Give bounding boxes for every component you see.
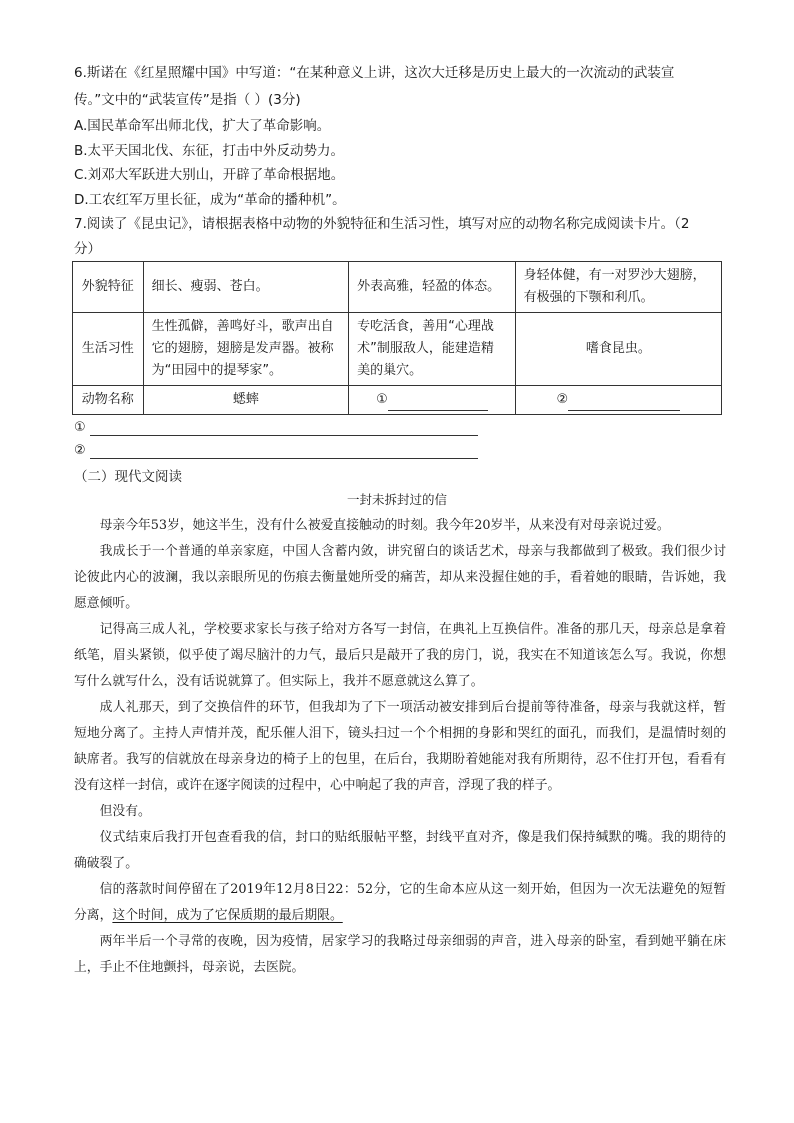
- article-body: [74, 513, 726, 981]
- habit-cell: 嗜食昆虫。: [515, 313, 721, 386]
- answer-blank[interactable]: [568, 396, 680, 411]
- appearance-cell: 身轻体健，有一对罗沙大翅膀，有极强的下颚和利爪。: [515, 262, 721, 313]
- paragraph: 母亲今年53岁，她这半生，没有什么被爱直接触动的时刻。我今年20岁半，从来没有对母亲说过爱。: [99, 518, 670, 533]
- appearance-cell: 细长、瘦弱、苍白。: [143, 262, 349, 313]
- answer-label: ②: [74, 443, 86, 458]
- row-header-appearance: 外貌特征: [73, 262, 144, 313]
- section-heading: （二）现代文阅读: [74, 469, 182, 485]
- answer-rule: [90, 458, 478, 459]
- answer-line-2[interactable]: [74, 442, 484, 460]
- paragraph-text: 信的落款时间停留在了2019年12月8日22：52分，它的生命本应从这一刻开始，但因为一次无法避免的短暂分离，: [74, 882, 726, 923]
- name-cell: 蟋蟀: [143, 386, 349, 415]
- question-6-option-b[interactable]: B.太平天国北伐、东征，打击中外反动势力。: [74, 143, 345, 159]
- paragraph: 但没有。: [99, 804, 151, 819]
- row-header-name: 动物名称: [73, 386, 144, 415]
- question-6-option-d[interactable]: D.工农红军万里长征，成为“革命的播种机”。: [74, 192, 346, 208]
- answer-line-1[interactable]: [74, 419, 484, 437]
- paragraph: 记得高三成人礼，学校要求家长与孩子给对方各写一封信，在典礼上互换信件。准备的那几天，母亲总是拿着纸笔，眉头紧锁，似乎使了竭尽脑汁的力气，最后只是敲开了我的房门，说，我实在不知道该怎么写。我说，你想写什么就写什么，没有话说就算了。但实际上，我并不愿意就这么算了。: [74, 622, 726, 689]
- question-6-text-cont: 传。”文中的“武装宣传”是指（ ）(3分): [74, 92, 301, 108]
- paragraph: 成人礼那天，到了交换信件的环节，但我却为了下一项活动被安排到后台提前等待准备，母亲与我就这样，暂短地分离了。主持人声情并茂，配乐催人泪下，镜头扫过一个个相拥的身影和哭红的面孔，而我们，是温情时刻的缺席者。我写的信就放在母亲身边的椅子上的包里，在后台，我期盼着她能对我有所期待，忍不住打开包，看看有没有这样一封信，或许在逐字阅读的过程中，心中响起了我的声音，浮现了我的样子。: [74, 700, 726, 793]
- table-row: [73, 262, 722, 313]
- question-7-text-cont: 分）: [74, 241, 101, 257]
- question-7-text: 7.阅读了《昆虫记》，请根据表格中动物的外貌特征和生活习性，填写对应的动物名称完成阅读卡片。（2: [74, 216, 690, 232]
- habit-cell: 专吃活食，善用“心理战术”制服敌人，能建造精美的巢穴。: [349, 313, 516, 386]
- article-title: 一封未拆封过的信: [346, 492, 447, 507]
- row-header-habits: 生活习性: [73, 313, 144, 386]
- underlined-sentence: 这个时间，成为了它保质期的最后期限。: [112, 908, 343, 923]
- name-blank-1[interactable]: [349, 386, 516, 415]
- question-6-option-c[interactable]: C.刘邓大军跃进大别山，开辟了革命根据地。: [74, 167, 345, 183]
- table-row: [73, 313, 722, 386]
- paragraph: [74, 877, 726, 929]
- answer-rule: [90, 435, 478, 436]
- habit-cell: 生性孤僻，善鸣好斗，歌声出自它的翅膀，翅膀是发声器。被称为“田园中的提琴家”。: [143, 313, 349, 386]
- table-row: [73, 386, 722, 415]
- question-6-text: 6.斯诺在《红星照耀中国》中写道：“在某种意义上讲，这次大迁移是历史上最大的一次流动的武装宣: [74, 65, 675, 81]
- reading-card-table: [72, 261, 722, 415]
- answer-label: ①: [74, 420, 86, 435]
- paragraph: 我成长于一个普通的单亲家庭，中国人含蓄内敛，讲究留白的谈话艺术，母亲与我都做到了极致。我们很少讨论彼此内心的波澜，我以亲眼所见的伤痕去衡量她所受的痛苦，却从来没握住她的手，看着她的眼睛，告诉她，我愿意倾听。: [74, 544, 726, 611]
- blank-label: ①: [376, 392, 388, 407]
- appearance-cell: 外表高雅，轻盈的体态。: [349, 262, 516, 313]
- paragraph: 两年半后一个寻常的夜晚，因为疫情，居家学习的我略过母亲细弱的声音，进入母亲的卧室，看到她平躺在床上，手止不住地颤抖，母亲说，去医院。: [74, 934, 726, 975]
- question-6-option-a[interactable]: A.国民革命军出师北伐，扩大了革命影响。: [74, 118, 331, 134]
- answer-blank[interactable]: [388, 396, 488, 411]
- blank-label: ②: [556, 392, 569, 407]
- name-blank-2[interactable]: [515, 386, 721, 415]
- paragraph: 仪式结束后我打开包查看我的信，封口的贴纸服帖平整，封线平直对齐，像是我们保持缄默的嘴。我的期待的确破裂了。: [74, 830, 726, 871]
